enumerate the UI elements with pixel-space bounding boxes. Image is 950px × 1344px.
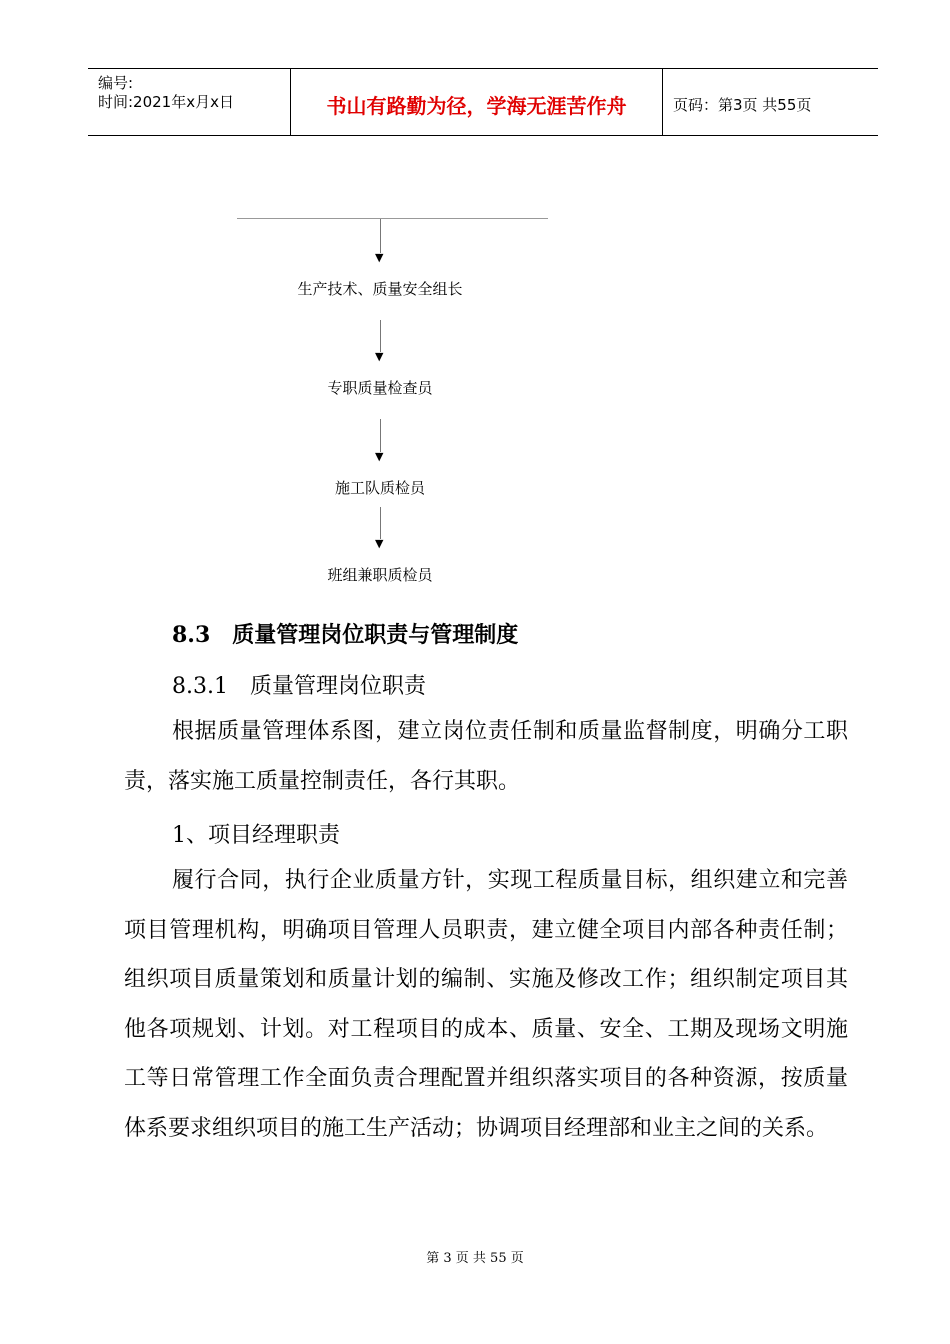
arrow-down-icon: ▼ [375,251,384,264]
connector-line [380,419,381,452]
page-header [88,68,878,136]
page-code: 页码：第3页 共55页 [673,96,812,114]
time-label: 时间:2021年x月x日 [98,93,234,111]
arrow-down-icon: ▼ [375,450,384,463]
header-info-cell [88,69,291,135]
page-footer: 第 3 页 共 55 页 [426,1251,524,1266]
subsection-heading: 8.3.1 质量管理岗位职责 [172,674,426,699]
item1-paragraph: 履行合同，执行企业质量方针，实现工程质量目标，组织建立和完善项目管理机构，明确项目管理人员职责，建立健全项目内部各种责任制；组织项目质量策划和质量计划的编制、实施及修改工作；组织制定项目其他各项规划、计划。对工程项目的成本、质量、安全、工期及现场文明施工等日常管理工作全面负责合理配置并组织落实项目的各种资源，按质量体系要求组织项目的施工生产活动；协调项目经理部和业主之间的关系。 [124,868,848,1141]
connector-line [380,219,381,253]
intro-paragraph: 根据质量管理体系图，建立岗位责任制和质量监督制度，明确分工职责，落实施工质量控制责任，各行其职。 [124,719,848,794]
node-production-tech-leader: 生产技术、质量安全组长 [297,280,463,298]
header-motto-cell [291,69,663,135]
connector-line [380,320,381,352]
motto-text: 书山有路勤为径，学海无涯苦作舟 [326,94,627,118]
flowchart-top-connector [237,218,548,219]
item1-title: 1、项目经理职责 [172,823,340,848]
arrow-down-icon: ▼ [375,537,384,550]
node-group-inspector: 班组兼职质检员 [327,566,433,584]
header-page-cell [663,69,878,135]
node-team-inspector: 施工队质检员 [334,479,425,497]
node-quality-inspector: 专职质量检查员 [327,379,433,397]
section-heading: 8.3 质量管理岗位职责与管理制度 [172,622,519,648]
connector-line [380,507,381,539]
arrow-down-icon: ▼ [375,350,384,363]
serial-label: 编号: [98,74,134,92]
